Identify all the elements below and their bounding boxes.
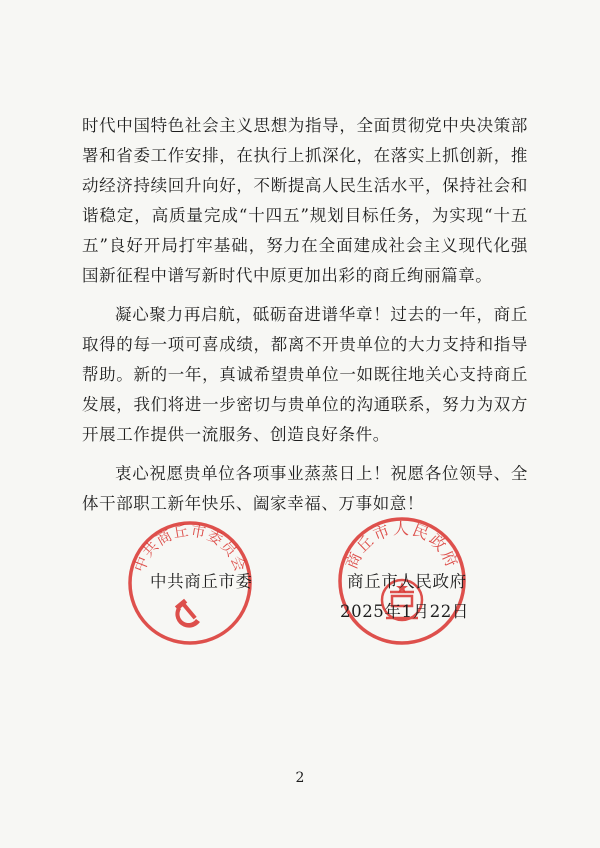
paragraph-relaunch: 凝心聚力再启航，砥砺奋进谱华章！过去的一年，商丘取得的每一项可喜成绩，都离不开贵单位的大力支持和指导帮助。新的一年，真诚希望贵单位一如既往地关心支持商丘发展，我们将进一步密切与贵单位的沟通联系，努力为双方开展工作提供一流服务、创造良好条件。 [82,305,528,444]
left-seal-text: 中共商丘市委员会 [130,521,250,575]
letter-body [82,111,528,519]
paragraph-wishes: 衷心祝愿贵单位各项事业蒸蒸日上！祝愿各位领导、全体干部职工新年快乐、阖家幸福、万事如意！ [82,464,528,513]
svg-text:中共商丘市委员会 [130,522,249,575]
hammer-sickle-icon [175,599,200,628]
svg-text:商丘市人民政府 [342,519,463,572]
government-signature: 商丘市人民政府 [347,572,467,591]
letter-date: 2025年1月22日 [340,602,469,621]
party-committee-signature: 中共商丘市委 [150,572,253,591]
paragraph-continuation: 时代中国特色社会主义思想为指导，全面贯彻党中央决策部署和省委工作安排，在执行上抓深化，在落实上抓创新，推动经济持续回升向好，不断提高人民生活水平，保持社会和谐稳定，高质量完成“十四五”规划目标任务，为实现“十五五”良好开局打牢基础，努力在全面建成社会主义现代化强国新征程中谱写新时代中原更加出彩的商丘绚丽篇章。 [82,116,528,285]
page-number: 2 [295,770,305,786]
right-seal-text: 商丘市人民政府 [341,519,463,572]
